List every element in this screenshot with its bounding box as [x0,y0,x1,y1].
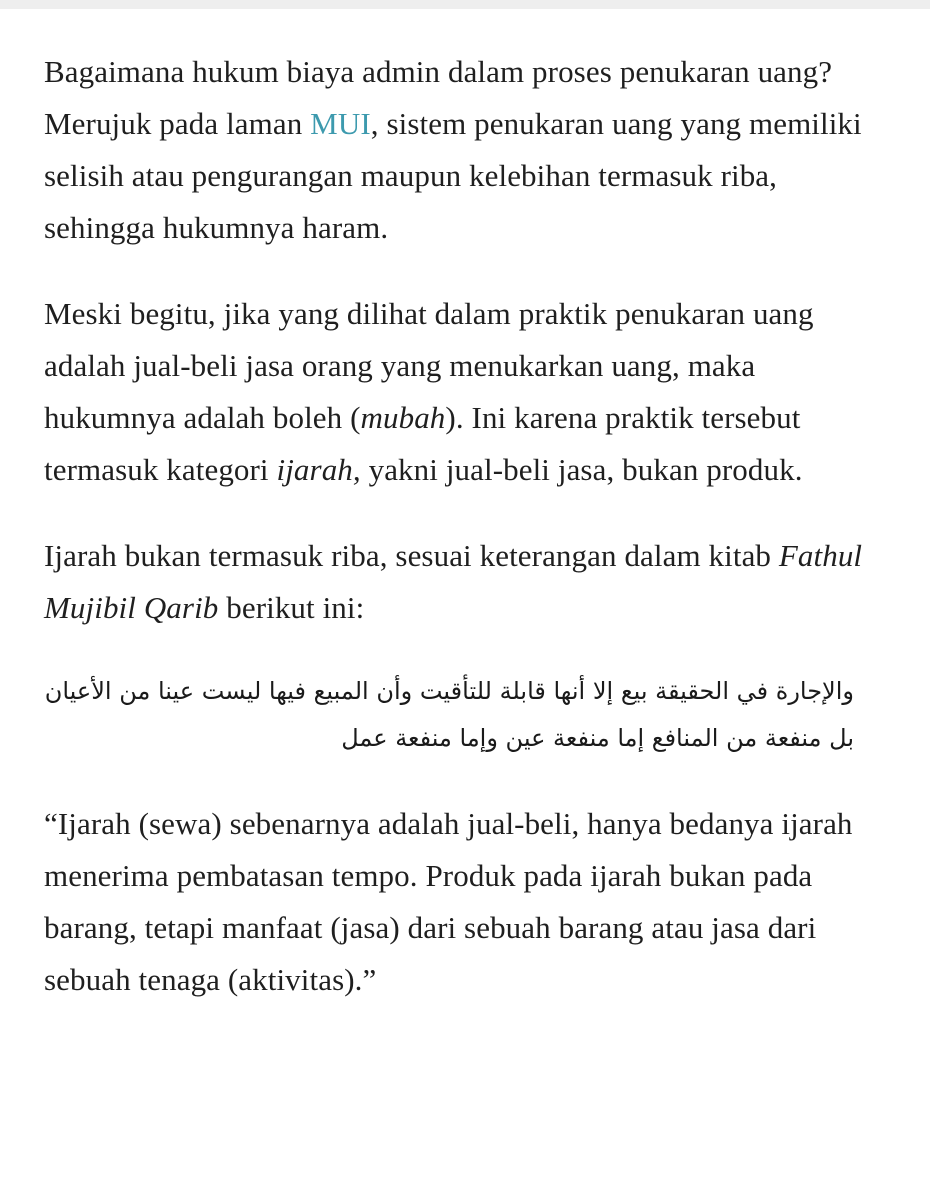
p1-text-after-link: , sistem penukaran uang yang memiliki selisih atau pengurangan maupun kelebihan termasuk riba, sehingga hukumnya haram. [44,106,862,245]
top-divider-bar [0,0,930,9]
article-body [44,46,894,1006]
p2-italic-ijarah: ijarah, [276,452,361,487]
arabic-quote: والإجارة في الحقيقة بيع إلا أنها قابلة للتأقيت وأن المبيع فيها ليست عينا من الأعيان بل منفعة من المنافع إما منفعة عين وإما منفعة عمل [44,677,854,752]
p2-text-c: yakni jual-beli jasa, bukan produk. [360,452,803,487]
p3-text-b: berikut ini: [218,590,365,625]
mui-link[interactable]: MUI [310,106,371,141]
p1-text-before-link: Bagaimana hukum biaya admin dalam proses penukaran uang? Merujuk pada laman [44,54,833,141]
p2-text-a: Meski begitu, jika yang dilihat dalam praktik penukaran uang adalah jual-beli jasa orang yang menukarkan uang, maka hukumnya adalah boleh ( [44,296,814,435]
p3-text-a: Ijarah bukan termasuk riba, sesuai keterangan dalam kitab [44,538,779,573]
paragraph-admin-fee [44,46,894,254]
p3-italic-kitab-title: Fathul Mujibil Qarib [44,538,863,625]
paragraph-ijarah-explanation [44,288,894,496]
p2-italic-mubah: mubah [360,400,446,435]
translation-quote: “Ijarah (sewa) sebenarnya adalah jual-beli, hanya bedanya ijarah menerima pembatasan tempo. Produk pada ijarah bukan pada barang, tetapi manfaat (jasa) dari sebuah barang atau jasa dari sebuah tenaga (aktivitas).” [44,806,853,997]
p2-text-b: ). Ini karena praktik tersebut termasuk kategori [44,400,801,487]
paragraph-kitab-reference [44,530,894,634]
